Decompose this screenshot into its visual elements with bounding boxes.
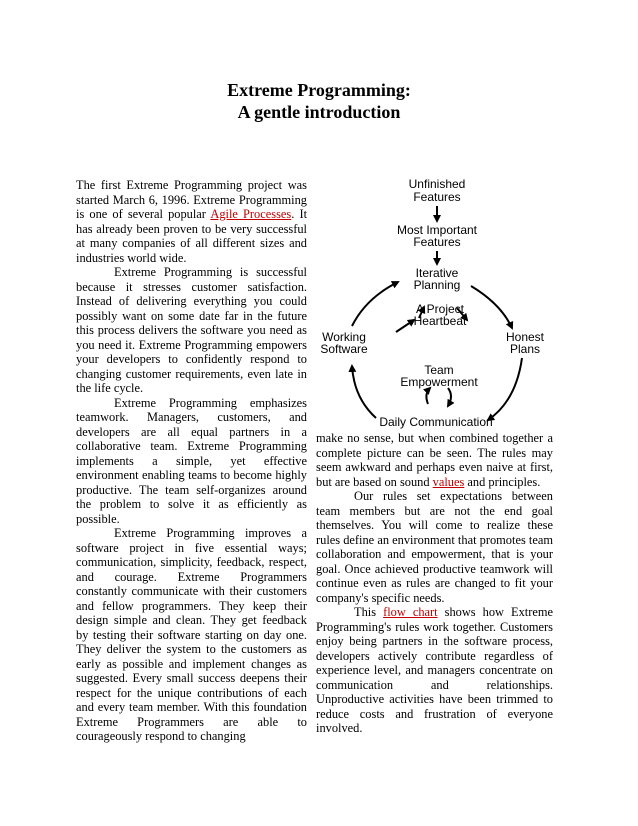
label-working-software-2: Software — [320, 342, 368, 356]
paragraph-text: shows how Extreme Programming's rules work together. Customers enjoy being partners in the software process, developers actively contribute regardless of experience level, and managers concentrate on communication and relationships. Unproductive activities have been trimmed to reduce costs and frustration of everyone involved. — [316, 605, 553, 735]
label-unfinished-features-1: Unfinished — [408, 177, 466, 191]
label-daily-communication: Daily Communication — [379, 415, 493, 429]
flow-chart-link[interactable]: flow chart — [383, 605, 438, 619]
paragraph-teamwork: Extreme Programming emphasizes teamwork. Managers, customers, and developers are all equal partners in a collaborative team. Extreme Programming implements a simple, yet effective environment enabling teams to become highly productive. The team self-organizes around the problem to solve it as efficiently as possible. — [76, 395, 307, 526]
arrow-heartbeat-left — [396, 320, 414, 332]
paragraph-text: This — [354, 605, 384, 619]
paragraph-customer-satisfaction: Extreme Programming is successful because it stresses customer satisfaction. Instead of delivering everything you could possibly want on some date far in the future this process delivers the software you need as you need it. Extreme Programming empowers your developers to confidently respond to changing customer requirements, even late in the life cycle. — [76, 265, 307, 395]
left-column — [76, 178, 307, 744]
label-iterative-planning-2: Planning — [413, 278, 461, 292]
paragraph-intro — [76, 178, 307, 265]
arrow-working-to-planning — [352, 282, 398, 326]
label-working-software-1: Working — [322, 330, 366, 344]
paragraph-text: . It has already been proven to be very successful at many companies of all different sizes and industries world wide. — [76, 207, 308, 265]
label-iterative-planning-1: Iterative — [415, 266, 459, 280]
paragraph-text: The first Extreme Programming project was started March 6, 1996. Extreme Programming is one of several popular — [76, 178, 307, 221]
label-team-empowerment-2: Empowerment — [400, 375, 478, 389]
arrow-daily-to-working — [352, 366, 376, 418]
paragraph-text: and principles. — [464, 474, 541, 489]
label-team-empowerment-1: Team — [424, 363, 454, 377]
right-column — [316, 431, 553, 736]
title-line-2: A gentle introduction — [237, 102, 401, 122]
arrow-planning-to-honest — [471, 286, 512, 328]
agile-processes-link[interactable]: Agile Processes — [210, 207, 292, 221]
label-important-features-2: Features — [413, 235, 461, 249]
label-heartbeat-2: Heartbeat — [413, 314, 467, 328]
xp-flow-diagram — [316, 176, 556, 432]
diagram-svg — [316, 176, 556, 432]
paragraph-rules-picture — [316, 431, 553, 489]
values-link[interactable]: values — [432, 474, 465, 489]
paragraph-expectations: Our rules set expectations between team members but are not the end goal themselves. You will come to realize these rules define an environment that promotes team collaboration and empowerment, that is your goal. Once achieved productive teamwork will continue even as rules are changed to fit your company's specific needs. — [316, 489, 553, 605]
paragraph-text: make no sense, but when combined together a complete picture can be seen. The rules may seem awkward and perhaps even naive at first, but are based on sound — [316, 431, 553, 489]
label-honest-plans-2: Plans — [509, 342, 541, 356]
paragraph-flow-chart — [316, 605, 553, 736]
document-title — [0, 79, 638, 123]
paragraph-five-ways: Extreme Programming improves a software project in five essential ways; communication, simplicity, feedback, respect, and courage. Extreme Programmers constantly communicate with their customers and fellow programmers. They keep their design simple and clean. They get feedback by testing their software starting on day one. They deliver the system to the customers as early as possible and implement changes as suggested. Every small success deepens their respect for the unique contributions of each and every team member. With this foundation Extreme Programmers are able to courageously respond to changing — [76, 526, 307, 743]
title-line-1: Extreme Programming: — [227, 80, 411, 100]
arrow-honest-to-daily — [488, 358, 522, 420]
label-heartbeat-1: A Project — [415, 302, 465, 316]
label-unfinished-features-2: Features — [413, 190, 461, 204]
arrow-team-cycle-left — [426, 388, 430, 404]
arrow-team-cycle-right — [448, 388, 451, 406]
label-honest-plans-1: Honest — [505, 330, 545, 344]
label-important-features-1: Most Important — [396, 223, 478, 237]
